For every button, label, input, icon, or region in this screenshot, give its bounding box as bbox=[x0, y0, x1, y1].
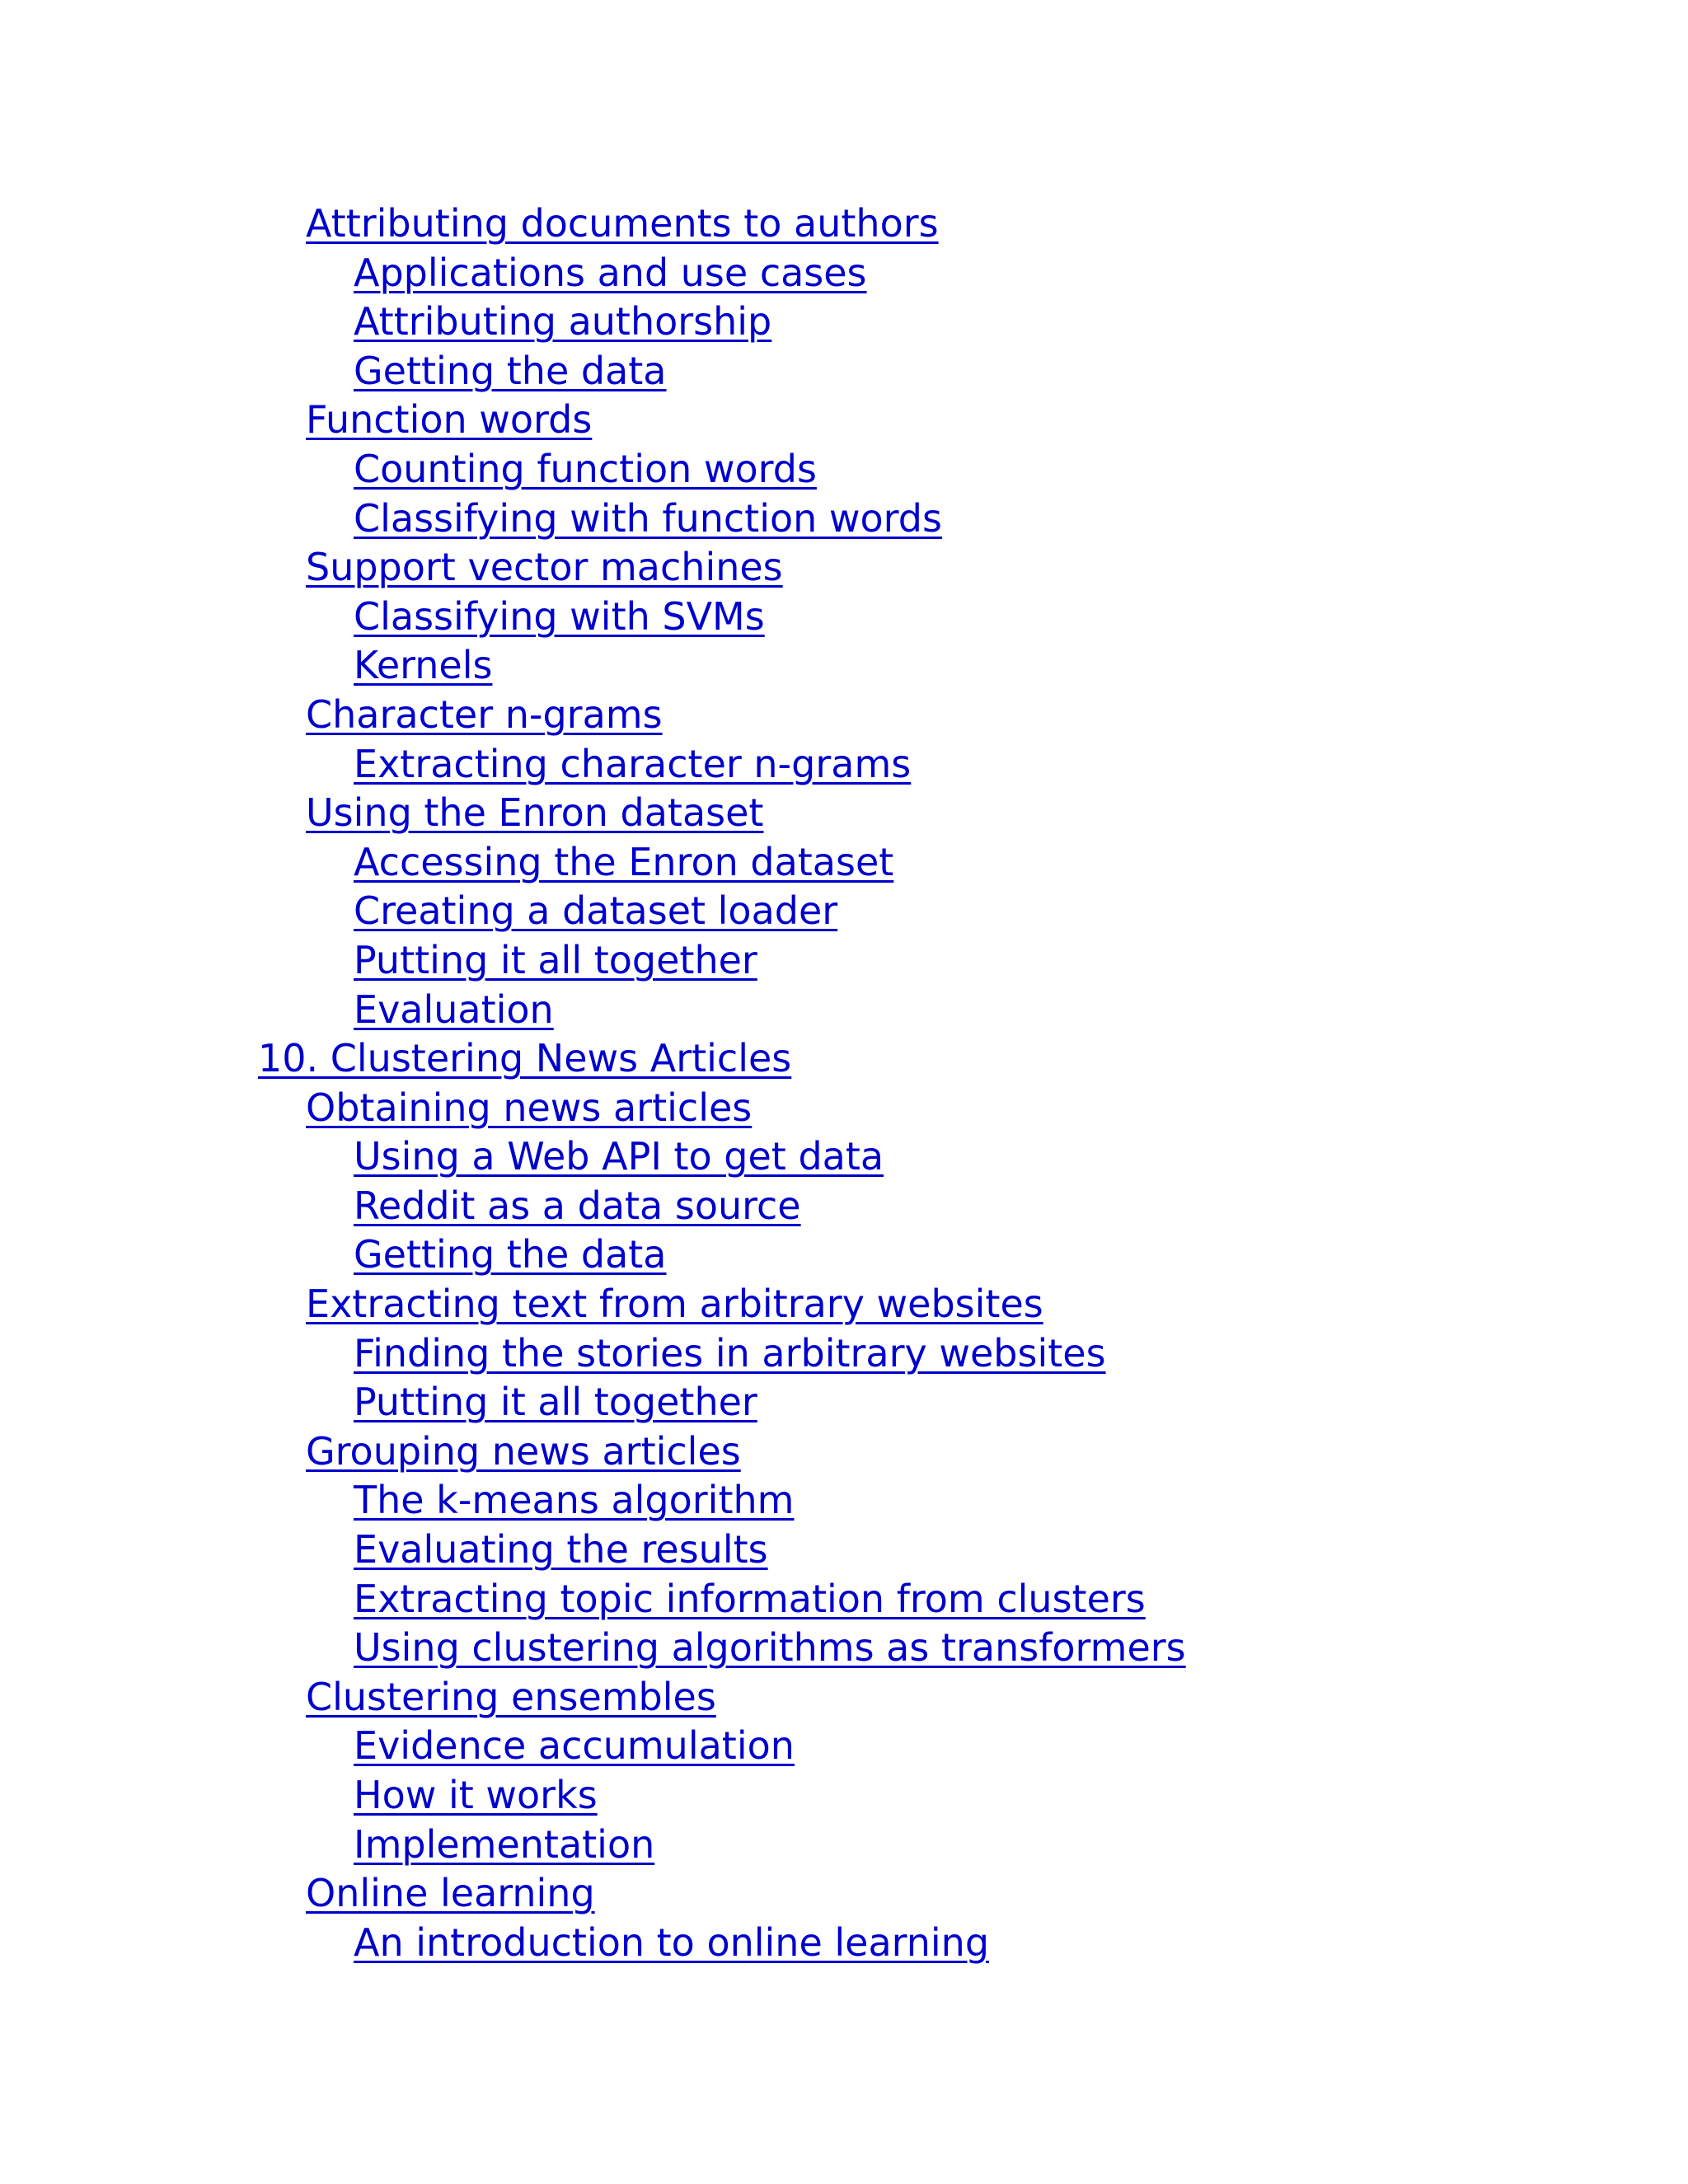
toc-subsection-link[interactable]: Using clustering algorithms as transformers bbox=[354, 1625, 1186, 1671]
toc-list-item bbox=[0, 593, 1688, 642]
toc-list-item bbox=[0, 249, 1688, 298]
toc-list-item bbox=[0, 1280, 1688, 1329]
toc-subsection-link[interactable]: Getting the data bbox=[354, 1232, 667, 1277]
toc-list-item bbox=[0, 1034, 1688, 1084]
toc-list-item bbox=[0, 445, 1688, 494]
table-of-contents bbox=[0, 199, 1688, 1967]
toc-list-item bbox=[0, 298, 1688, 347]
toc-list-item bbox=[0, 740, 1688, 790]
toc-list-item bbox=[0, 1182, 1688, 1231]
toc-subsection-link[interactable]: Finding the stories in arbitrary websites bbox=[354, 1330, 1106, 1376]
toc-subsection-link[interactable]: Applications and use cases bbox=[354, 250, 867, 295]
toc-subsection-link[interactable]: Getting the data bbox=[354, 348, 667, 393]
toc-list-item bbox=[0, 347, 1688, 396]
toc-subsection-link[interactable]: Kernels bbox=[354, 643, 493, 688]
toc-section-link[interactable]: Support vector machines bbox=[306, 545, 783, 590]
toc-list-item bbox=[0, 1722, 1688, 1771]
toc-section-link[interactable]: Using the Enron dataset bbox=[306, 790, 764, 836]
toc-list-item bbox=[0, 199, 1688, 249]
toc-list-item bbox=[0, 1526, 1688, 1575]
toc-section-link[interactable]: Attributing documents to authors bbox=[306, 201, 939, 246]
toc-section-link[interactable]: Obtaining news articles bbox=[306, 1085, 753, 1130]
toc-list-item bbox=[0, 494, 1688, 544]
toc-list-item bbox=[0, 789, 1688, 838]
toc-section-link[interactable]: Online learning bbox=[306, 1871, 595, 1916]
toc-section-link[interactable]: Function words bbox=[306, 397, 593, 443]
toc-subsection-link[interactable]: Attributing authorship bbox=[354, 299, 772, 344]
toc-subsection-link[interactable]: Evaluating the results bbox=[354, 1527, 768, 1572]
toc-list-item bbox=[0, 1476, 1688, 1526]
toc-list-item bbox=[0, 1821, 1688, 1870]
toc-list-item bbox=[0, 1329, 1688, 1379]
toc-subsection-link[interactable]: Reddit as a data source bbox=[354, 1183, 801, 1228]
toc-list-item bbox=[0, 396, 1688, 445]
toc-list-item bbox=[0, 691, 1688, 740]
toc-subsection-link[interactable]: Evidence accumulation bbox=[354, 1723, 795, 1769]
toc-subsection-link[interactable]: An introduction to online learning bbox=[354, 1919, 990, 1965]
toc-list-item bbox=[0, 1869, 1688, 1919]
toc-list-item bbox=[0, 936, 1688, 986]
toc-list-item bbox=[0, 1673, 1688, 1722]
toc-list-item bbox=[0, 543, 1688, 593]
toc-subsection-link[interactable]: Extracting character n-grams bbox=[354, 741, 912, 786]
toc-section-link[interactable]: Character n-grams bbox=[306, 691, 663, 737]
toc-subsection-link[interactable]: Evaluation bbox=[354, 987, 554, 1032]
toc-chapter-link[interactable]: 10. Clustering News Articles bbox=[258, 1036, 792, 1081]
toc-subsection-link[interactable]: The k-means algorithm bbox=[354, 1478, 795, 1523]
toc-section-link[interactable]: Grouping news articles bbox=[306, 1428, 741, 1474]
toc-subsection-link[interactable]: Implementation bbox=[354, 1821, 655, 1867]
toc-section-link[interactable]: Extracting text from arbitrary websites bbox=[306, 1282, 1043, 1327]
toc-list-item bbox=[0, 887, 1688, 936]
toc-subsection-link[interactable]: Creating a dataset loader bbox=[354, 888, 838, 934]
toc-list-item bbox=[0, 1624, 1688, 1673]
toc-list-item bbox=[0, 1132, 1688, 1182]
toc-subsection-link[interactable]: Classifying with function words bbox=[354, 495, 942, 541]
toc-subsection-link[interactable]: Counting function words bbox=[354, 446, 817, 491]
toc-list-item bbox=[0, 1919, 1688, 1968]
toc-list-item bbox=[0, 1427, 1688, 1477]
toc-list-item bbox=[0, 1084, 1688, 1133]
toc-section-link[interactable]: Clustering ensembles bbox=[306, 1674, 716, 1719]
toc-list-item bbox=[0, 1575, 1688, 1624]
toc-list-item bbox=[0, 641, 1688, 691]
toc-subsection-link[interactable]: Putting it all together bbox=[354, 937, 757, 982]
toc-list-item bbox=[0, 986, 1688, 1035]
toc-subsection-link[interactable]: Extracting topic information from clusters bbox=[354, 1576, 1146, 1621]
toc-subsection-link[interactable]: How it works bbox=[354, 1773, 598, 1817]
toc-subsection-link[interactable]: Putting it all together bbox=[354, 1380, 757, 1425]
toc-list-item bbox=[0, 1230, 1688, 1280]
toc-list-item bbox=[0, 1378, 1688, 1427]
toc-list-item bbox=[0, 1771, 1688, 1821]
toc-subsection-link[interactable]: Using a Web API to get data bbox=[354, 1134, 884, 1179]
toc-subsection-link[interactable]: Accessing the Enron dataset bbox=[354, 839, 894, 884]
toc-subsection-link[interactable]: Classifying with SVMs bbox=[354, 593, 765, 639]
toc-list-item bbox=[0, 838, 1688, 888]
